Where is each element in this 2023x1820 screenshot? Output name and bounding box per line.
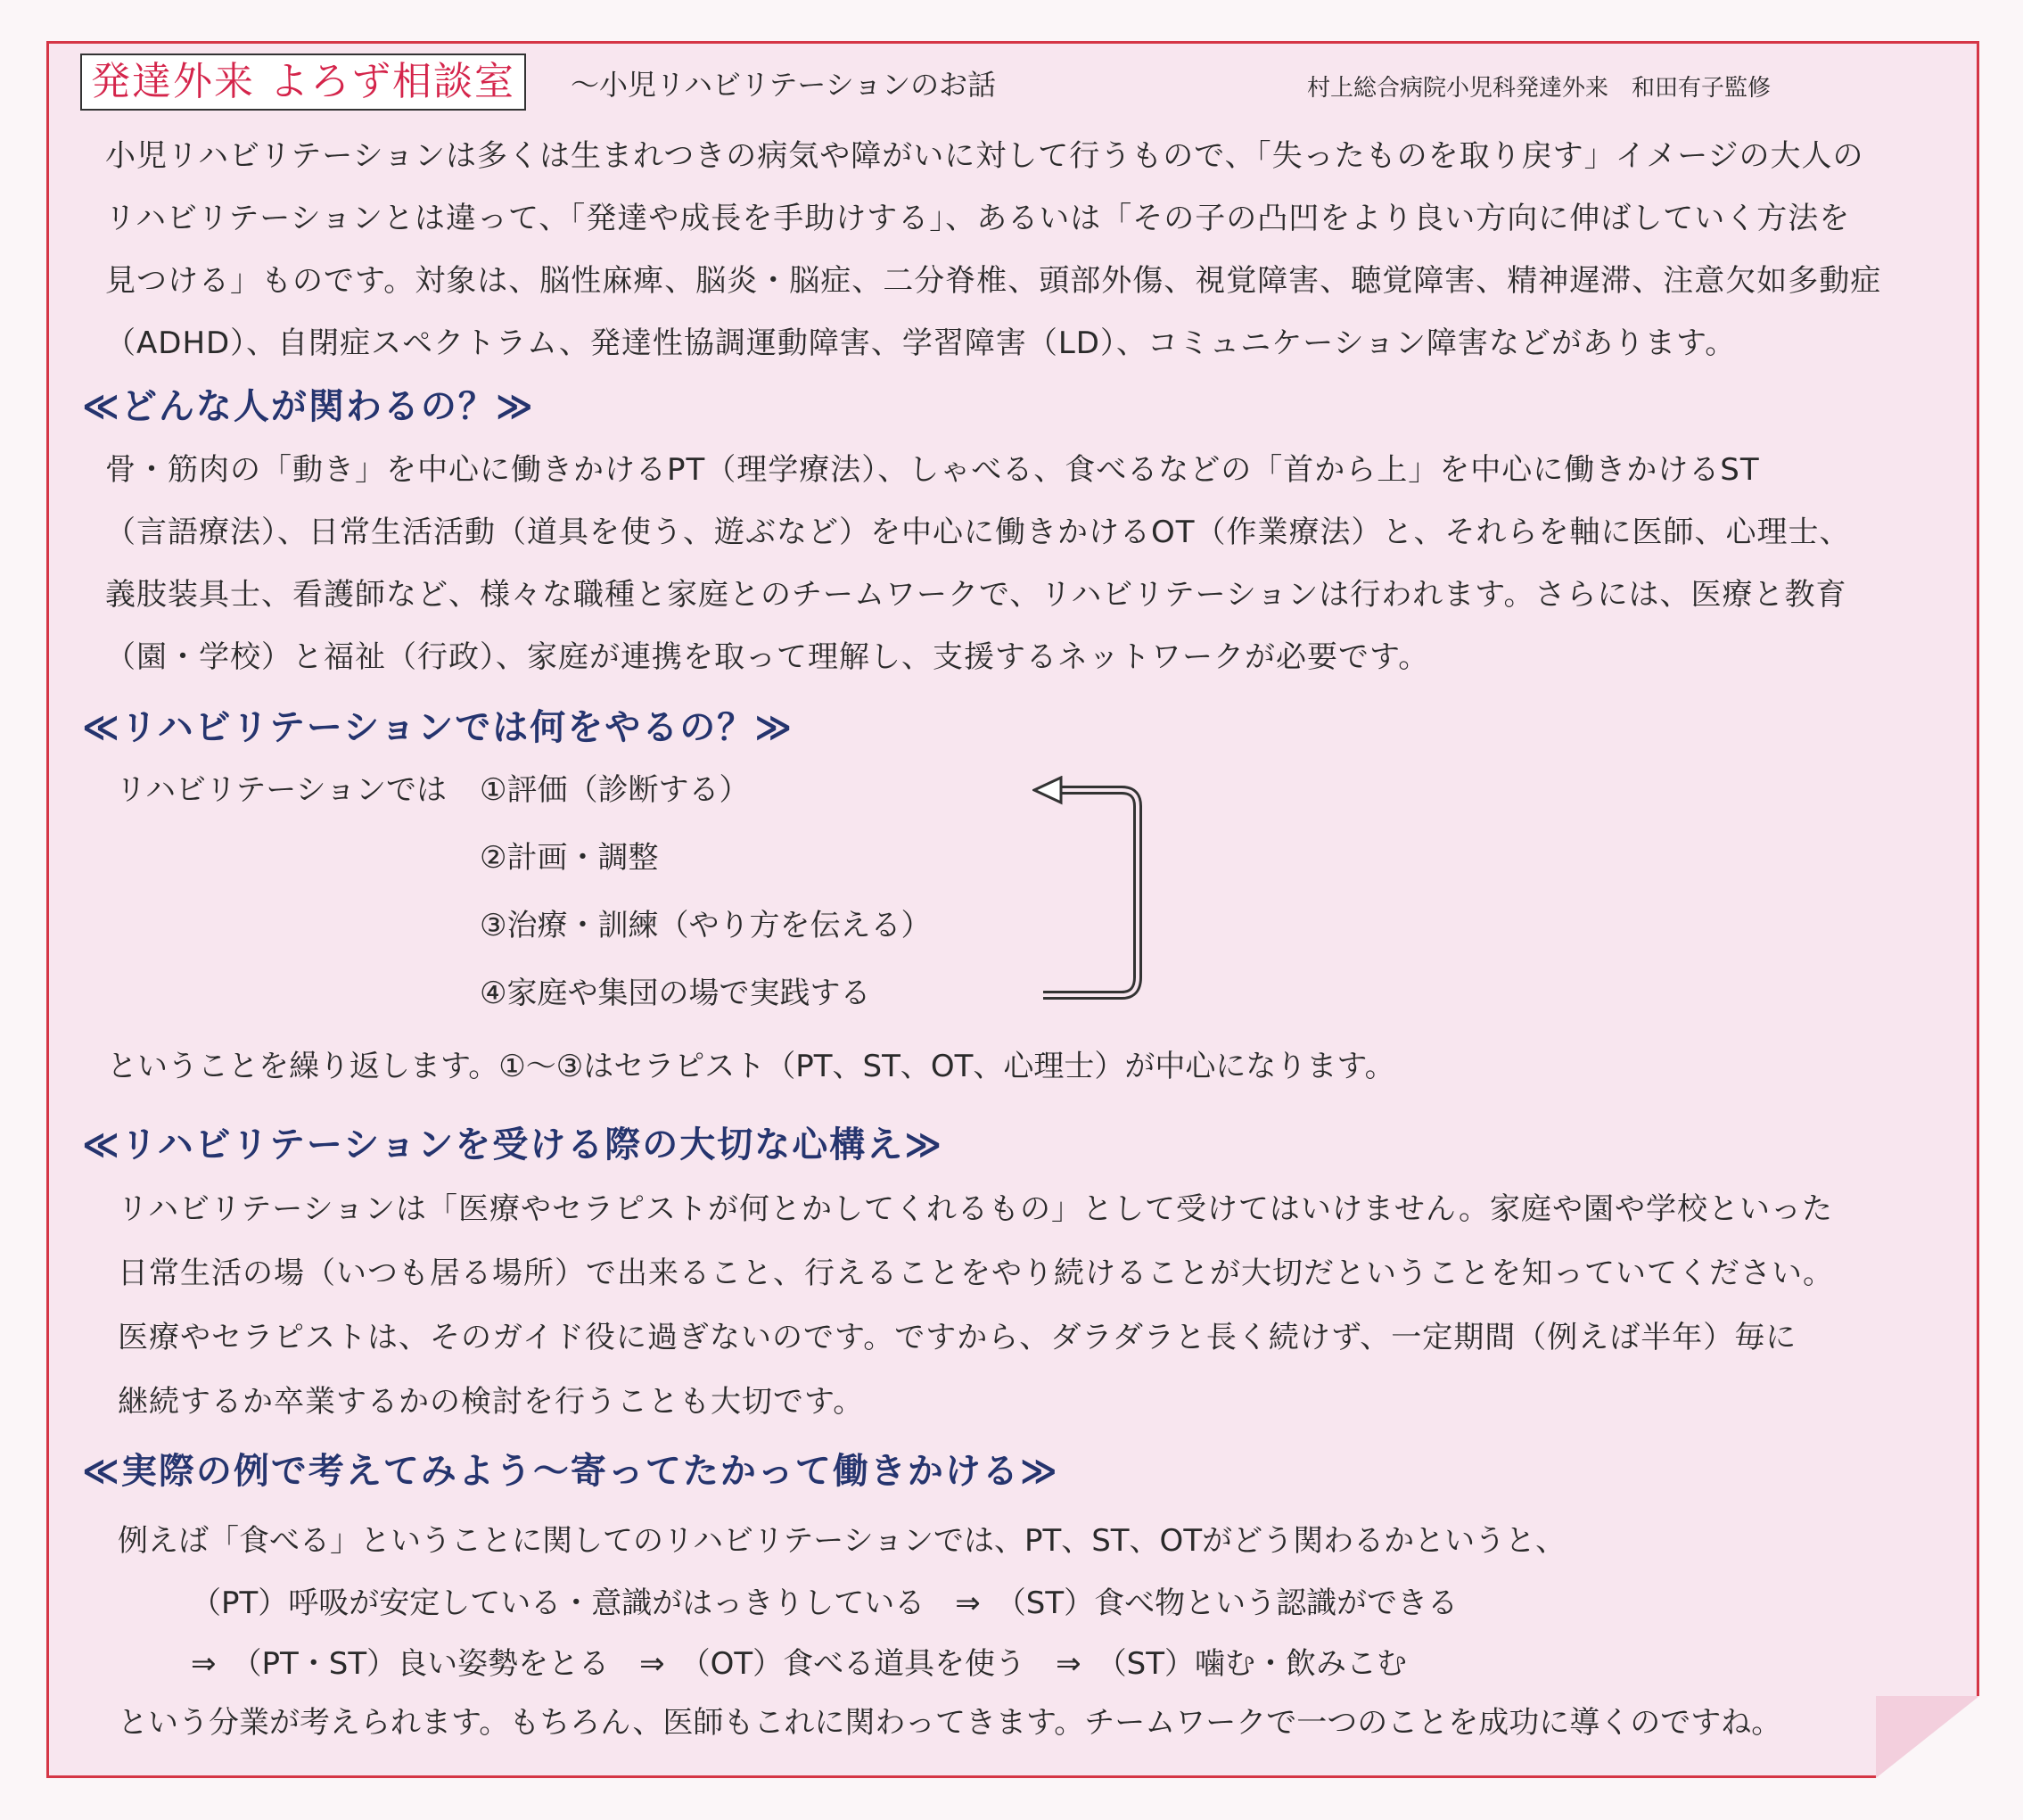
steps-intro: リハビリテーションでは bbox=[116, 772, 447, 808]
supervisor-credit: 村上総合病院小児科発達外来 和田有子監修 bbox=[1307, 75, 1772, 102]
section-heading-who: ≪どんな人が関わるの？≫ bbox=[82, 386, 535, 427]
intro-paragraph bbox=[105, 125, 1881, 375]
page-curl-corner bbox=[1876, 1696, 1979, 1778]
section-who-paragraph bbox=[105, 439, 1851, 688]
example-flow-1: （PT）呼吸が安定している・意識がはっきりしている ⇒ （ST）食べ物という認識ができる bbox=[191, 1585, 1459, 1621]
section-heading-mindset: ≪リハビリテーションを受ける際の大切な心構え≫ bbox=[82, 1124, 944, 1165]
article-subtitle: ～小児リハビリテーションのお話 bbox=[571, 68, 997, 102]
paragraph-line: 骨・筋肉の「動き」を中心に働きかけるPT（理学療法）、しゃべる、食べるなどの「首から上」を中心に働きかけるST bbox=[105, 452, 1760, 488]
intro-line: リハビリテーションとは違って、「発達や成長を手助けする」、あるいは「その子の凸凹をより良い方向に伸ばしていく方法を bbox=[105, 201, 1851, 236]
example-closing: という分業が考えられます。もちろん、医師もこれに関わってきます。チームワークで一つのことを成功に導くのですね。 bbox=[118, 1705, 1782, 1741]
section-heading-what: ≪リハビリテーションでは何をやるの？≫ bbox=[82, 707, 794, 748]
steps-closing: ということを繰り返します。①～③はセラピスト（PT、ST、OT、心理士）が中心になります。 bbox=[107, 1049, 1395, 1084]
section-heading-example: ≪実際の例で考えてみよう～寄ってたかって働きかける≫ bbox=[82, 1451, 1059, 1492]
paragraph-line: （言語療法）、日常生活活動（道具を使う、遊ぶなど）を中心に働きかけるOT（作業療法）と、それらを軸に医師、心理士、 bbox=[105, 515, 1851, 550]
intro-line: 小児リハビリテーションは多くは生まれつきの病気や障がいに対して行うもので、「失ったものを取り戻す」イメージの大人の bbox=[105, 138, 1864, 174]
column-badge: 発達外来 よろず相談室 bbox=[80, 54, 526, 111]
paragraph-line: （園・学校）と福祉（行政）、家庭が連携を取って理解し、支援するネットワークが必要です。 bbox=[105, 639, 1430, 675]
paragraph-line: 義肢装具士、看護師など、様々な職種と家庭とのチームワークで、リハビリテーションは行われます。さらには、医療と教育 bbox=[105, 577, 1847, 613]
paragraph-line: 継続するか卒業するかの検討を行うことも大切です。 bbox=[118, 1384, 865, 1420]
cycle-arrow-icon bbox=[1032, 776, 1157, 1008]
example-flow-2: ⇒ （PT・ST）良い姿勢をとる ⇒ （OT）食べる道具を使う ⇒ （ST）噛む・飲みこむ bbox=[191, 1646, 1407, 1682]
section-mindset-paragraph bbox=[118, 1177, 1834, 1434]
step-item: ①評価（診断する） bbox=[480, 772, 750, 808]
intro-line: 見つける」ものです。対象は、脳性麻痺、脳炎・脳症、二分脊椎、頭部外傷、視覚障害、聴覚障害、精神遅滞、注意欠如多動症 bbox=[105, 263, 1882, 299]
step-item: ④家庭や集団の場で実践する bbox=[480, 976, 871, 1011]
step-item: ②計画・調整 bbox=[480, 840, 659, 876]
example-intro: 例えば「食べる」ということに関してのリハビリテーションでは、PT、ST、OTがどう関わるかというと、 bbox=[118, 1523, 1567, 1559]
paragraph-line: 医療やセラピストは、そのガイド役に過ぎないのです。ですから、ダラダラと長く続けず、一定期間（例えば半年）毎に bbox=[118, 1320, 1797, 1355]
step-item: ③治療・訓練（やり方を伝える） bbox=[480, 908, 932, 943]
paragraph-line: 日常生活の場（いつも居る場所）で出来ること、行えることをやり続けることが大切だということを知っていてください。 bbox=[118, 1256, 1834, 1291]
paragraph-line: リハビリテーションは「医療やセラピストが何とかしてくれるもの」として受けてはいけません。家庭や園や学校といった bbox=[118, 1191, 1833, 1227]
intro-line: （ADHD）、自閉症スペクトラム、発達性協調運動障害、学習障害（LD）、コミュニケーション障害などがあります。 bbox=[105, 325, 1737, 361]
